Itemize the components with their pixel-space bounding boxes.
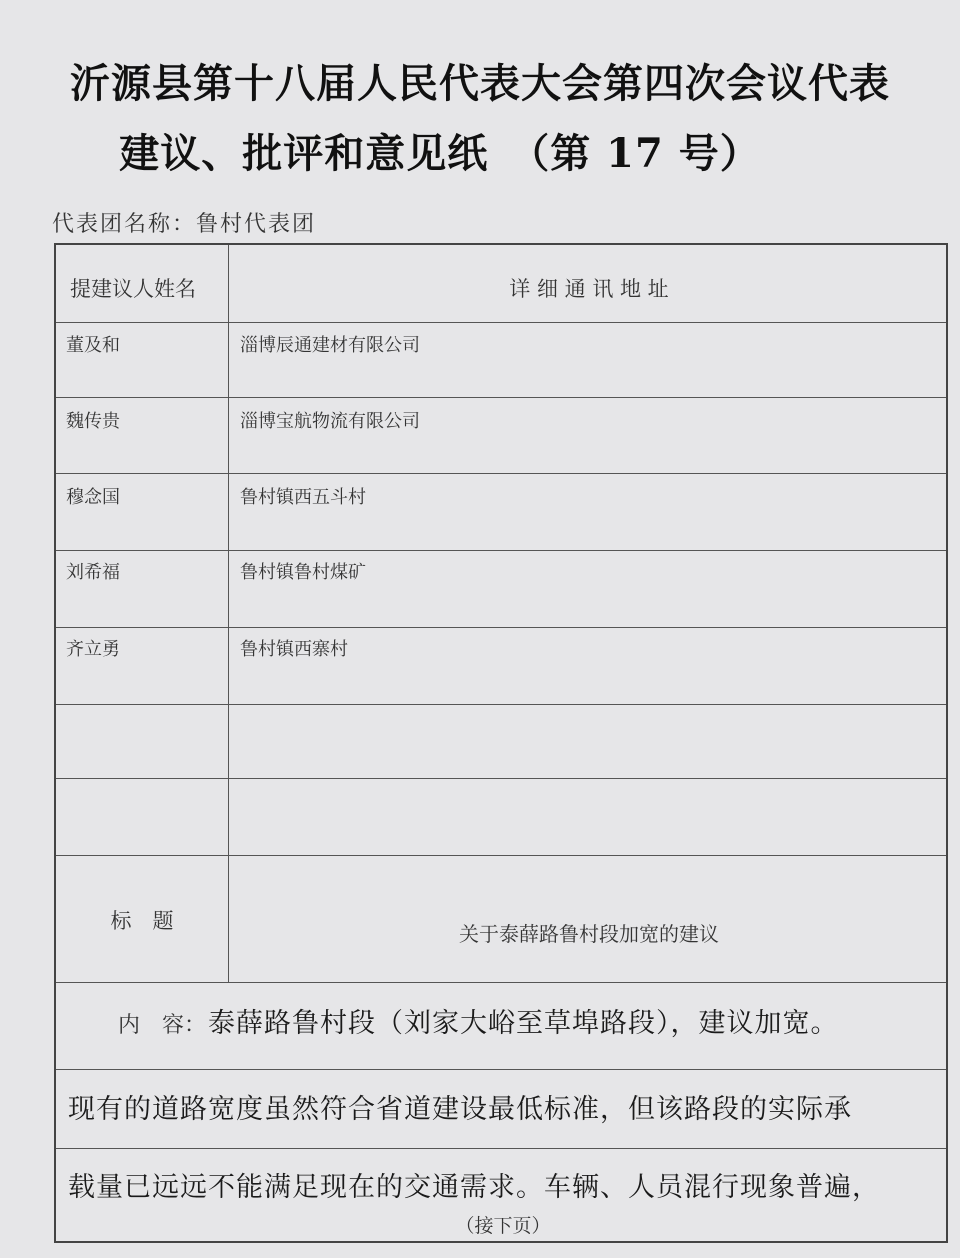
proposer-name: 刘希福	[66, 562, 120, 583]
proposer-name: 董及和	[66, 335, 120, 356]
table-divider	[56, 1069, 946, 1070]
proposer-name: 齐立勇	[66, 639, 120, 660]
header-name: 提建议人姓名	[70, 277, 196, 301]
proposer-name: 穆念国	[66, 487, 120, 508]
table-divider	[56, 322, 946, 323]
proposer-address: 淄博辰通建材有限公司	[240, 335, 420, 356]
subject-value: 关于泰薛路鲁村段加宽的建议	[459, 922, 719, 946]
proposer-address: 鲁村镇鲁村煤矿	[240, 562, 366, 583]
table-divider	[56, 855, 946, 856]
table-divider	[56, 982, 946, 983]
column-divider	[228, 245, 229, 982]
table-divider	[56, 550, 946, 551]
table-divider	[56, 1148, 946, 1149]
suggestion-table	[54, 243, 948, 1243]
table-divider	[56, 778, 946, 779]
table-divider	[56, 627, 946, 628]
table-divider	[56, 473, 946, 474]
form-title-line1: 沂源县第十八届人民代表大会第四次会议代表	[70, 60, 890, 107]
proposer-name: 魏传贵	[66, 411, 120, 432]
header-address: 详 细 通 讯 地 址	[509, 277, 669, 301]
content-text: 泰薛路鲁村段（刘家大峪至草埠路段），建议加宽。	[208, 1008, 839, 1039]
table-divider	[56, 704, 946, 705]
proposer-address: 鲁村镇西五斗村	[240, 487, 366, 508]
content-text: 载量已远远不能满足现在的交通需求。车辆、人员混行现象普遍，	[68, 1172, 880, 1203]
proposer-address: 淄博宝航物流有限公司	[240, 411, 420, 432]
continued-note: （接下页）	[455, 1215, 551, 1237]
delegation-label: 代表团名称：鲁村代表团	[52, 212, 317, 237]
proposer-address: 鲁村镇西寨村	[240, 639, 348, 660]
form-title-line2: 建议、批评和意见纸 （第 17 号）	[119, 130, 761, 177]
content-text: 现有的道路宽度虽然符合省道建设最低标准，但该路段的实际承	[68, 1094, 852, 1125]
table-divider	[56, 397, 946, 398]
content-label: 内 容：	[118, 1013, 207, 1038]
subject-label: 标 题	[110, 909, 174, 933]
